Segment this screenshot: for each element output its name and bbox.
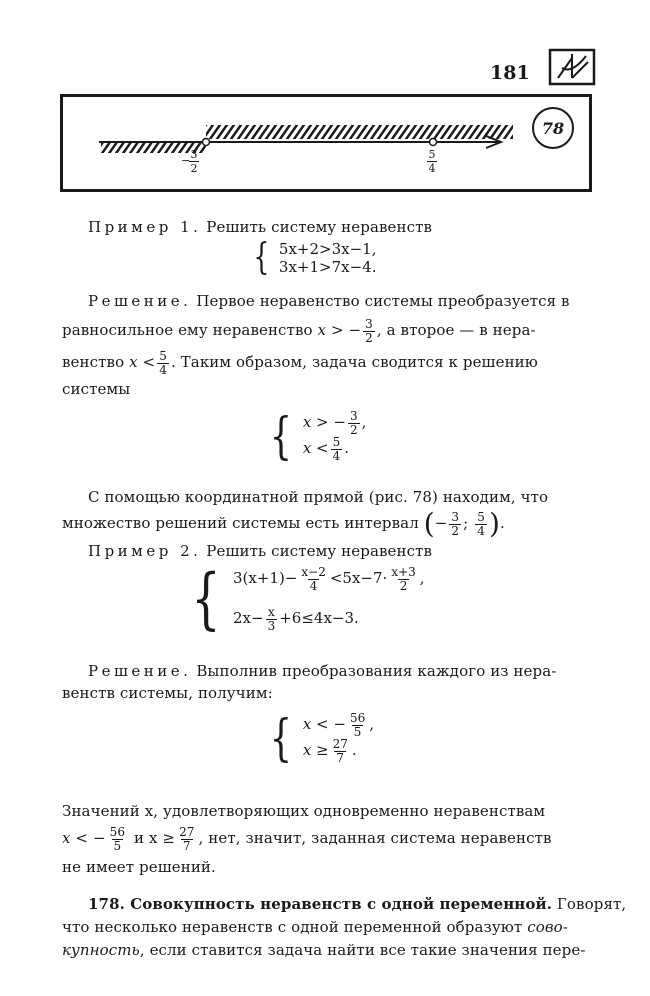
solution2-para2: x < − $\frac{56}{5}$ и x ≥ $\frac{27}{7}$ , нет, значит, заданная система неравенств [62,825,552,853]
solution1-line6: множество решений системы есть интервал (− $\frac{3}{2}$ ; $\frac{5}{4}$ ). [62,507,505,540]
example1-heading: Пример 1. Решить систему неравенств [88,218,433,236]
axis-label-right: 5 4 [428,148,436,175]
open-point-left [203,139,210,146]
section178-line3: купность, если ставится задача найти все такие значения пере- [62,941,586,959]
solution1-line1: Решение. Первое неравенство системы преобразуется в [88,292,570,310]
axis-label-left: − 3 2 [181,148,198,175]
page-number: 181 [490,62,530,84]
solution1-line4: системы [62,380,131,398]
chapter-icon [548,48,596,86]
hatch-region-right [206,125,513,139]
solution2-line1: Решение. Выполнив преобразования каждого из нера- [88,662,557,680]
open-point-right [430,139,437,146]
solution2-system: { x < − $\frac{56}{5}$ , x ≥ $\frac{27}{7}$ . [269,709,375,768]
figure-label: 78 [532,107,574,149]
number-line [63,97,595,195]
example1-system: { 5x+2>3x−1, 3x+1>7x−4. [253,237,377,278]
solution1-line5: С помощью координатной прямой (рис. 78) находим, что [88,488,549,506]
solution1-line2: равносильное ему неравенство x > − $\frac{3}{2}$ , а второе — в нера- [62,317,536,345]
figure-78 [60,94,592,192]
section178-title: 178. Совокупность неравенств с одной переменной. Говорят, [88,895,627,913]
example2-heading: Пример 2. Решить систему неравенств [88,542,433,560]
example2-system: { 3(x+1)− $\frac{x-2}{4}$ <5x−7· $\frac{x+3}{2}$ , 2x− $\frac{x}{3}$ +6≤4x−3. [191,560,425,638]
solution2-para1: Значений x, удовлетворяющих одновременно неравенствам [62,802,546,820]
solution2-para3: не имеет решений. [62,858,216,876]
solution2-line2: венств системы, получим: [62,684,273,702]
solution1-line3: венство x < $\frac{5}{4}$ . Таким образом, задача сводится к решению [62,349,538,377]
solution1-system: { x > − $\frac{3}{2}$ , x < $\frac{5}{4}$ . [269,407,367,466]
section178-line2: что несколько неравенств с одной переменной образуют сово- [62,918,568,936]
